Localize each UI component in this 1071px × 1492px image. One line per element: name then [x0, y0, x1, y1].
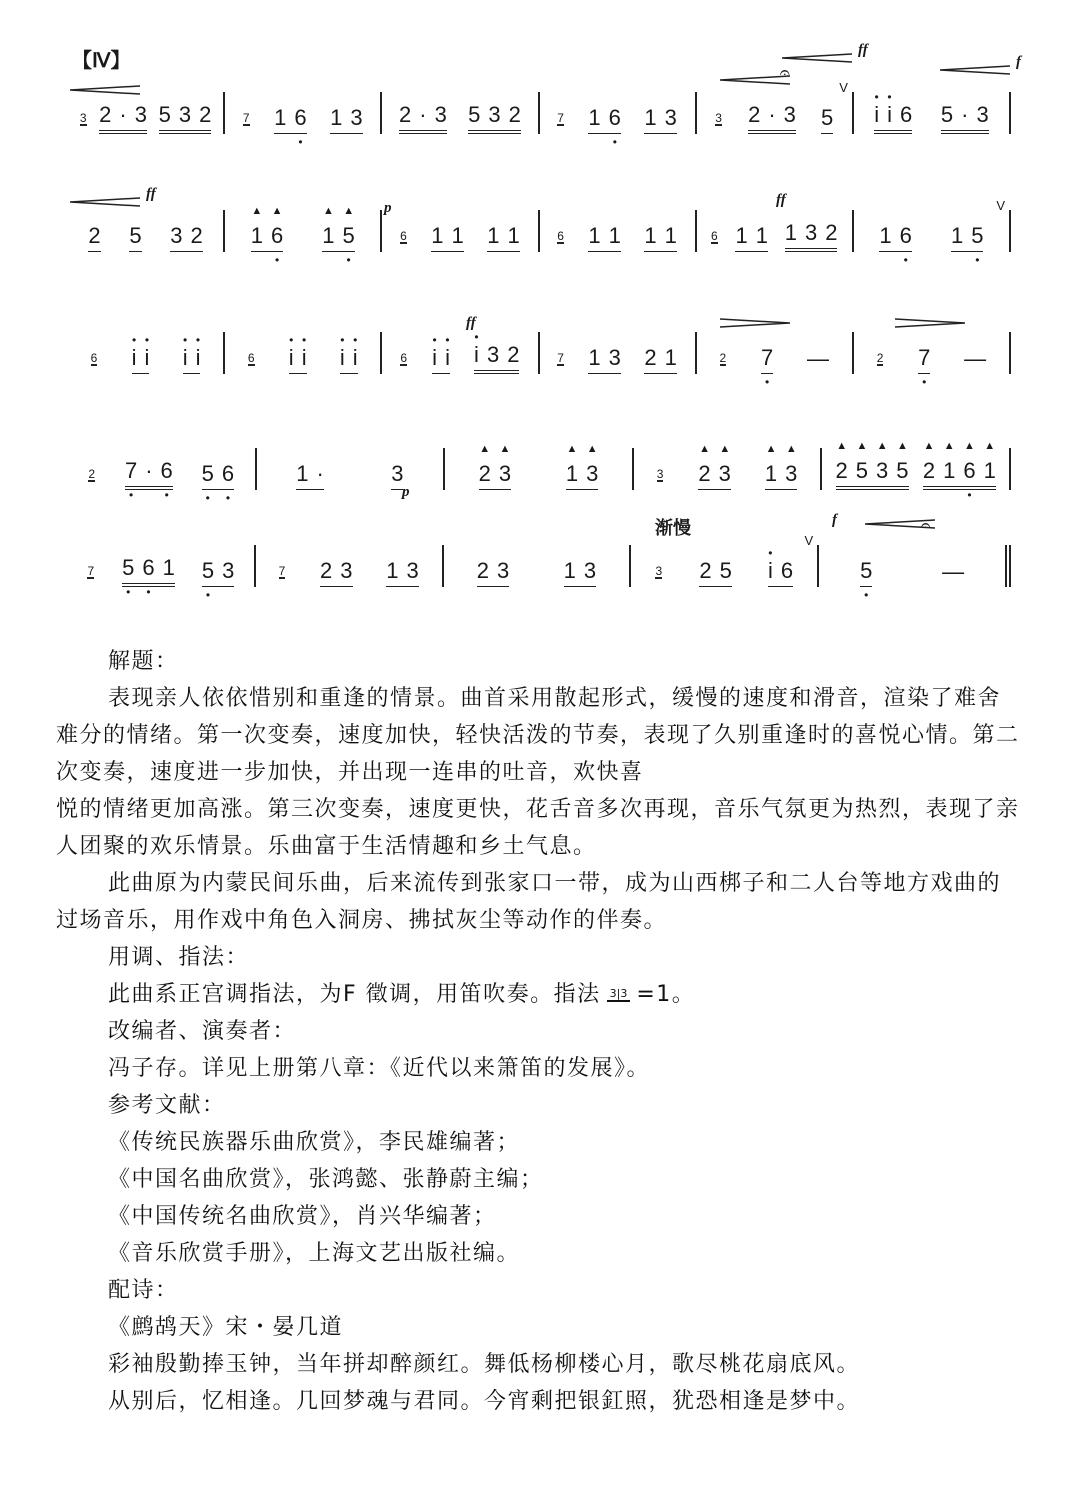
note: 7 • [918, 345, 930, 371]
key-text-before: 此曲系正宫调指法，为F 徵调，用笛吹奏。指法 [108, 982, 601, 1007]
note: 2 [644, 345, 657, 370]
note: • i [289, 345, 294, 371]
measure [68, 545, 256, 587]
explanation-paragraph-2: 悦的情绪更加高涨。第三次变奏，速度更快，花舌音多次再现，音乐气氛更为热烈，表现了亲人团聚的欢乐情景。乐曲富于生活情趣和乡土气息。 [56, 797, 1020, 859]
commentary [56, 643, 1023, 1420]
note-group [487, 223, 520, 252]
note: 3 [340, 558, 353, 583]
breath-mark-icon: V [839, 80, 848, 95]
note: • i [353, 345, 358, 371]
measure [540, 210, 697, 252]
crescendo-hairpin-icon [70, 80, 140, 99]
measure [68, 210, 225, 252]
note-group [202, 558, 235, 587]
note: 1 [507, 223, 520, 248]
note: • i [474, 342, 479, 368]
note: ▲ 1 [566, 461, 578, 487]
note-group [644, 223, 677, 252]
poem-title: 《鹧鸪天》宋・晏几道 [108, 1315, 344, 1340]
note: ▲ 3 [719, 461, 731, 487]
decrescendo-hairpin-icon [720, 313, 790, 332]
grace-note: 7 [278, 564, 286, 578]
note: 6 • [294, 105, 306, 131]
note: 2 [476, 558, 490, 583]
sustain-dash: — [806, 346, 829, 371]
reference-3: 《中国传统名曲欣赏》，肖兴华编著； [108, 1204, 497, 1229]
measure [225, 210, 382, 252]
crescendo-hairpin-icon [782, 42, 868, 67]
note: 3 [497, 558, 510, 583]
measure [382, 332, 539, 374]
note: 1 [563, 558, 576, 583]
notes-line [68, 62, 1011, 134]
note: 1 [162, 555, 175, 580]
note: 1 [274, 105, 287, 130]
dot-extension: · [119, 102, 127, 127]
note-group [88, 223, 100, 252]
grace-note: 3 [656, 467, 664, 481]
measure [445, 448, 634, 490]
note: • i [196, 345, 201, 371]
note: 6 [780, 558, 794, 583]
dot-extension: · [961, 102, 969, 127]
measure [854, 332, 1011, 374]
note: ▲ 3 [785, 461, 797, 487]
note-group [320, 558, 353, 587]
note: • i [183, 345, 188, 371]
dynamic-marking: f [1016, 54, 1021, 70]
note: 3 [976, 102, 989, 127]
note: 5 • [971, 223, 983, 249]
note: • i [887, 102, 892, 128]
fingering-diagram-icon: 3|3 [607, 988, 631, 1002]
note: 2 [748, 102, 761, 127]
fermata-icon: 𝄐 [779, 62, 790, 82]
note-group [432, 345, 450, 374]
note: • i [445, 345, 450, 371]
note: ▲ 5 [896, 458, 908, 484]
note: 1 [588, 105, 601, 130]
note: 6 • [609, 105, 621, 131]
decrescendo-hairpin-icon [895, 313, 965, 332]
note: ▲ 6 • [271, 223, 283, 249]
note-group [289, 345, 307, 374]
note-group [386, 558, 419, 587]
note: 2 [398, 102, 412, 127]
note: 6 • [222, 461, 234, 487]
dot-extension: · [419, 102, 427, 127]
note-group [588, 105, 621, 134]
breath-mark-icon: V [804, 533, 814, 548]
grace-note: 3 [655, 564, 663, 578]
note-group [129, 223, 141, 252]
note: 1 [451, 223, 464, 248]
measure [697, 62, 854, 134]
note-group [785, 220, 838, 252]
note: 1 [588, 223, 601, 248]
note-group [942, 559, 964, 587]
note-group [644, 345, 677, 374]
measure [540, 332, 697, 374]
explanation-paragraph-3: 此曲原为内蒙民间乐曲，后来流传到张家口一带，成为山西梆子和二人台等地方戏曲的过场音乐，用作戏中角色入洞房、拂拭灰尘等动作的伴奏。 [56, 871, 1002, 933]
note-group [340, 345, 358, 374]
note: ▲ 2 [479, 461, 491, 487]
reference-1: 《传统民族器乐曲欣赏》，李民雄编著； [108, 1130, 521, 1155]
measure [225, 92, 382, 134]
note: • i [302, 345, 307, 371]
note: 3 [350, 105, 363, 130]
note: 1 [664, 345, 677, 370]
grace-note: 7 [557, 351, 564, 365]
note: 5 • [860, 558, 872, 584]
poem-line-2: 从别后，忆相逢。几回梦魂与君同。今宵剩把银釭照，犹恐相逢是梦中。 [108, 1389, 861, 1414]
note-group [474, 342, 519, 374]
grace-note: 2 [876, 351, 884, 365]
crescendo-hairpin-icon [70, 186, 156, 211]
note: 3 [804, 220, 818, 245]
note-group [860, 558, 872, 587]
note-group [322, 223, 355, 252]
note: 1 [330, 105, 343, 130]
measure [68, 448, 257, 490]
note-group [330, 105, 363, 134]
measure [68, 332, 225, 374]
dynamic-marking: f [832, 512, 837, 528]
note: ▲ 1 [984, 458, 996, 484]
crescendo-hairpin-icon [940, 54, 1021, 79]
note: 2 [699, 558, 712, 583]
note: 1 [879, 223, 892, 248]
note: 3 [783, 102, 796, 127]
note-group [836, 458, 909, 490]
arranger-text: 冯子存。详见上册第八章：《近代以来箫笛的发展》。 [108, 1056, 651, 1081]
note-group [132, 345, 150, 374]
note: 3 [222, 558, 235, 583]
dynamic-marking: ff [466, 315, 476, 331]
note-group [874, 102, 912, 134]
grace-note: 7 [87, 564, 95, 578]
sustain-dash: — [964, 346, 987, 371]
note-group [698, 461, 731, 490]
note: 6 • [161, 458, 173, 484]
note: 6 • [142, 555, 154, 581]
note-group [399, 102, 447, 134]
note: 5 [158, 102, 171, 127]
note: ▲ 1 [943, 458, 955, 484]
measure [634, 448, 823, 490]
grace-note: 6 [400, 229, 407, 243]
note: 2 [508, 102, 521, 127]
note: • i [132, 345, 137, 371]
note: ▲ 1 [322, 223, 334, 249]
note-group [202, 461, 235, 490]
note: • i [145, 345, 150, 371]
note: 3 [391, 461, 404, 486]
score-row-3 [68, 292, 1011, 402]
note-group [296, 461, 324, 490]
note-group [918, 345, 930, 374]
note: 3 [134, 102, 147, 127]
dynamic-marking: p [402, 484, 410, 500]
note: 6 • [900, 223, 912, 249]
grace-note: 2 [88, 467, 96, 481]
measure [382, 210, 539, 252]
note: ▲ 2 [836, 458, 848, 484]
note: 3 [406, 558, 419, 583]
heading-explanation: 解题： [108, 649, 179, 674]
note: ▲ 1 [251, 223, 263, 249]
note: 2 [190, 223, 203, 248]
notes-line [68, 332, 1011, 374]
measure [819, 515, 1011, 587]
note: 2 [88, 223, 101, 248]
note: • i [340, 345, 345, 371]
dynamic-marking: ff [776, 192, 786, 208]
note-group [468, 102, 521, 134]
note-group [923, 458, 996, 490]
grace-note: 7 [242, 111, 250, 125]
note-group [941, 102, 989, 134]
note-group [159, 102, 212, 134]
heading-references: 参考文献： [108, 1093, 226, 1118]
note: 5 • [202, 461, 214, 487]
score-row-2 [68, 170, 1011, 280]
breath-mark-icon: V [996, 198, 1006, 213]
note: 1 [487, 223, 500, 248]
note-group [768, 558, 793, 587]
note: • i [874, 102, 879, 128]
notes-line [68, 448, 1011, 490]
note: ▲ 1 [765, 461, 777, 487]
note-group [566, 461, 599, 490]
note: 5 [940, 102, 954, 127]
sustain-dash: — [942, 559, 965, 584]
note: ▲ 5 • [343, 223, 355, 249]
poem-line-1: 彩袖殷勤捧玉钟，当年拼却醉颜红。舞低杨柳楼心月，歌尽桃花扇底风。 [108, 1352, 861, 1377]
note: ▲ 6 • [963, 458, 975, 484]
note-group [170, 223, 203, 252]
note: 5 • [122, 555, 134, 581]
note: ▲ 3 [876, 458, 888, 484]
note-group [122, 555, 175, 587]
note: 1 [784, 220, 797, 245]
tempo-marking: 渐慢 [655, 518, 691, 539]
note-group [588, 223, 621, 252]
note: 3 [178, 102, 192, 127]
note: 5 [468, 102, 481, 127]
note: 3 [488, 102, 501, 127]
note-group [735, 223, 768, 252]
note: ▲ 2 [698, 461, 710, 487]
grace-note: 3 [715, 111, 722, 125]
heading-poem: 配诗： [108, 1278, 179, 1303]
note: ▲ 3 [586, 461, 598, 487]
dynamic-marking: ff [146, 186, 156, 202]
note-group [748, 102, 796, 134]
section-label: 【Ⅳ】 [72, 50, 131, 72]
note-group [251, 223, 284, 252]
note: 1 [296, 461, 309, 486]
note-group [699, 558, 732, 587]
measure [444, 545, 632, 587]
measure [697, 210, 854, 252]
note-group [807, 346, 829, 374]
note-group [879, 223, 912, 252]
note-group [951, 223, 984, 252]
note: ▲ 5 [856, 458, 868, 484]
reference-2: 《中国名曲欣赏》，张鸿懿、张静蔚主编； [108, 1167, 544, 1192]
note: 1 [644, 223, 657, 248]
note-group [431, 223, 464, 252]
note: 2 [825, 220, 838, 245]
note: 5 • [202, 558, 214, 584]
note: 1 [950, 223, 964, 248]
note: 1 [431, 223, 444, 248]
note: • i [432, 345, 437, 371]
note-group [125, 458, 173, 490]
crescendo-hairpin-icon [720, 70, 790, 89]
grace-note: 6 [711, 229, 718, 243]
explanation-paragraph-1: 表现亲人依依惜别和重逢的情景。曲首采用散起形式，缓慢的速度和滑音，渲染了难舍难分的情绪。第一次变奏，速度加快，轻快活泼的节奏，表现了久别重逢时的喜悦心情。第二次变奏，速度进一步加快，并出现一连串的吐音，欢快喜 [56, 686, 1020, 785]
note: 3 [434, 102, 447, 127]
heading-key: 用调、指法： [108, 945, 250, 970]
note-group [821, 105, 833, 134]
note-group [644, 105, 677, 134]
note: 1 [386, 558, 399, 583]
measure [225, 332, 382, 374]
note-group [761, 345, 773, 374]
dot-extension: · [768, 102, 776, 127]
grace-note: 6 [90, 351, 98, 365]
note: 2 [199, 102, 212, 127]
grace-note: 6 [247, 351, 255, 365]
dynamic-marking: p [384, 200, 392, 216]
measure [257, 448, 446, 490]
note: 3 [608, 345, 621, 370]
note: 6 [899, 102, 913, 127]
note: 1 [755, 223, 768, 248]
heading-arranger: 改编者、演奏者： [108, 1019, 297, 1044]
note: 5 [719, 558, 732, 583]
key-text-after: =1。 [636, 982, 696, 1007]
grace-note: 6 [557, 229, 564, 243]
measure [256, 545, 444, 587]
note: 1 [664, 223, 677, 248]
measure [854, 92, 1011, 134]
measure [822, 448, 1011, 490]
note: 3 [486, 342, 500, 367]
note-group [964, 346, 986, 374]
note-group [588, 345, 621, 374]
measure [631, 533, 819, 587]
note: 2 [320, 558, 333, 583]
note: 5 [129, 223, 142, 248]
note-group [765, 461, 798, 490]
note: 2 [99, 102, 112, 127]
note: 1 [644, 105, 657, 130]
grace-note: 6 [400, 351, 408, 365]
dot-extension: · [316, 461, 324, 486]
measure [697, 332, 854, 374]
score-row-4 [68, 408, 1011, 518]
reference-4: 《音乐欣赏手册》，上海文艺出版社编。 [108, 1241, 521, 1266]
note: ▲ 2 [923, 458, 935, 484]
note: 7 • [125, 458, 137, 484]
note-group [183, 345, 201, 374]
measure [854, 198, 1011, 252]
note-group [564, 558, 597, 587]
note-group [274, 105, 307, 134]
measure [540, 92, 697, 134]
grace-note: 3 [79, 111, 87, 125]
note-group [477, 558, 510, 587]
note: 7 • [761, 345, 773, 371]
note: 2 [507, 342, 520, 367]
measure [382, 92, 539, 134]
note: 3 [170, 223, 183, 248]
key-text [56, 976, 1023, 1013]
score-row-1 [68, 52, 1011, 162]
note: 1 [588, 345, 601, 370]
note: • i [768, 558, 773, 584]
note: 3 [664, 105, 677, 130]
grace-note: 7 [557, 111, 564, 125]
note: 3 [583, 558, 597, 583]
note-group [99, 102, 147, 134]
note: ▲ 3 [499, 461, 511, 487]
note-group [479, 461, 512, 490]
note: 5 [821, 105, 834, 130]
dot-extension: · [145, 458, 153, 483]
crescendo-hairpin-icon [865, 514, 935, 533]
fermata-icon: 𝄐 [920, 515, 931, 535]
grace-note: 2 [719, 351, 727, 365]
dynamic-marking: ff [858, 42, 868, 58]
note: 1 [735, 223, 748, 248]
note: 1 [608, 223, 621, 248]
